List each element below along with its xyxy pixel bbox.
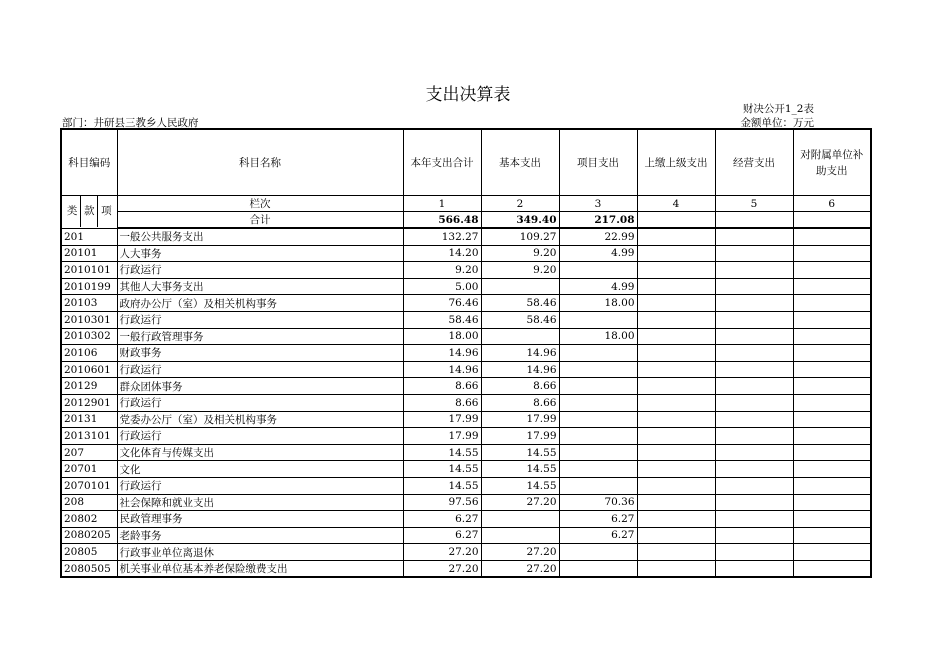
row-basic — [481, 527, 559, 544]
row-basic: 14.96 — [481, 361, 559, 378]
lanci-label: 栏次 — [117, 196, 403, 212]
row-upper — [637, 345, 715, 362]
row-upper — [637, 560, 715, 577]
row-code: 20106 — [61, 345, 117, 362]
row-total: 9.20 — [403, 262, 481, 279]
row-code: 20129 — [61, 378, 117, 395]
row-upper — [637, 228, 715, 245]
row-business — [715, 444, 793, 461]
row-subsidy — [793, 560, 871, 577]
table-row — [61, 311, 871, 328]
table-row — [61, 262, 871, 279]
row-name: 行政事业单位离退休 — [117, 544, 403, 561]
row-subsidy — [793, 378, 871, 395]
total-subsidy — [793, 212, 871, 229]
table-row — [61, 295, 871, 312]
row-upper — [637, 461, 715, 478]
row-name: 民政管理事务 — [117, 511, 403, 528]
row-total: 132.27 — [403, 228, 481, 245]
row-code: 2013101 — [61, 428, 117, 445]
table-row — [61, 428, 871, 445]
row-subsidy — [793, 228, 871, 245]
row-upper — [637, 428, 715, 445]
row-subsidy — [793, 262, 871, 279]
row-project: 6.27 — [559, 511, 637, 528]
row-project — [559, 444, 637, 461]
row-name: 行政运行 — [117, 311, 403, 328]
table-row — [61, 494, 871, 511]
row-subsidy — [793, 527, 871, 544]
row-project — [559, 311, 637, 328]
row-basic: 27.20 — [481, 560, 559, 577]
total-label: 合计 — [117, 212, 403, 229]
row-upper — [637, 394, 715, 411]
row-name: 人大事务 — [117, 245, 403, 262]
row-subsidy — [793, 444, 871, 461]
row-business — [715, 477, 793, 494]
row-total: 17.99 — [403, 428, 481, 445]
table-row — [61, 527, 871, 544]
header-project: 项目支出 — [559, 129, 637, 196]
row-basic: 14.96 — [481, 345, 559, 362]
row-basic: 14.55 — [481, 477, 559, 494]
row-upper — [637, 278, 715, 295]
row-code: 20701 — [61, 461, 117, 478]
row-code: 2010301 — [61, 311, 117, 328]
row-project: 18.00 — [559, 328, 637, 345]
row-subsidy — [793, 328, 871, 345]
row-total: 18.00 — [403, 328, 481, 345]
row-project: 6.27 — [559, 527, 637, 544]
row-basic: 14.55 — [481, 461, 559, 478]
row-name: 一般行政管理事务 — [117, 328, 403, 345]
row-project — [559, 394, 637, 411]
row-subsidy — [793, 394, 871, 411]
table-row — [61, 560, 871, 577]
row-basic: 27.20 — [481, 544, 559, 561]
row-basic: 8.66 — [481, 394, 559, 411]
row-business — [715, 544, 793, 561]
row-upper — [637, 444, 715, 461]
row-subsidy — [793, 477, 871, 494]
row-total: 17.99 — [403, 411, 481, 428]
row-basic — [481, 278, 559, 295]
row-name: 老龄事务 — [117, 527, 403, 544]
row-basic: 8.66 — [481, 378, 559, 395]
table-row — [61, 394, 871, 411]
row-total: 58.46 — [403, 311, 481, 328]
row-project: 18.00 — [559, 295, 637, 312]
lanci-col-6: 6 — [793, 196, 871, 212]
table-row — [61, 328, 871, 345]
lanci-col-1: 1 — [403, 196, 481, 212]
row-code: 207 — [61, 444, 117, 461]
row-code: 2080505 — [61, 560, 117, 577]
row-upper — [637, 378, 715, 395]
expenditure-table — [60, 128, 872, 578]
row-total: 6.27 — [403, 527, 481, 544]
row-name: 文化 — [117, 461, 403, 478]
lanci-col-4: 4 — [637, 196, 715, 212]
row-subsidy — [793, 461, 871, 478]
row-total: 14.55 — [403, 444, 481, 461]
row-name: 行政运行 — [117, 394, 403, 411]
row-total: 97.56 — [403, 494, 481, 511]
row-total: 8.66 — [403, 378, 481, 395]
row-total: 27.20 — [403, 544, 481, 561]
row-project — [559, 378, 637, 395]
row-name: 群众团体事务 — [117, 378, 403, 395]
row-upper — [637, 544, 715, 561]
row-basic: 109.27 — [481, 228, 559, 245]
row-total: 76.46 — [403, 295, 481, 312]
row-business — [715, 461, 793, 478]
page-title: 支出决算表 — [425, 85, 511, 105]
row-project — [559, 544, 637, 561]
row-name: 财政事务 — [117, 345, 403, 362]
row-subsidy — [793, 345, 871, 362]
row-code: 20802 — [61, 511, 117, 528]
row-business — [715, 311, 793, 328]
row-project — [559, 262, 637, 279]
row-project: 4.99 — [559, 245, 637, 262]
lei-label: 类 — [64, 196, 81, 227]
header-total: 本年支出合计 — [403, 129, 481, 196]
row-basic: 27.20 — [481, 494, 559, 511]
row-project — [559, 461, 637, 478]
table-row — [61, 228, 871, 245]
header-name: 科目名称 — [117, 129, 403, 196]
row-code: 20805 — [61, 544, 117, 561]
row-name: 政府办公厅（室）及相关机构事务 — [117, 295, 403, 312]
lanci-row — [61, 196, 871, 212]
row-subsidy — [793, 361, 871, 378]
row-business — [715, 228, 793, 245]
table-row — [61, 378, 871, 395]
row-code: 20103 — [61, 295, 117, 312]
row-upper — [637, 295, 715, 312]
table-row — [61, 345, 871, 362]
row-name: 行政运行 — [117, 262, 403, 279]
row-basic: 17.99 — [481, 411, 559, 428]
row-name: 党委办公厅（室）及相关机构事务 — [117, 411, 403, 428]
row-total: 14.55 — [403, 477, 481, 494]
total-project: 217.08 — [559, 212, 637, 229]
row-total: 14.96 — [403, 345, 481, 362]
row-code: 2070101 — [61, 477, 117, 494]
row-project — [559, 361, 637, 378]
row-upper — [637, 311, 715, 328]
row-upper — [637, 262, 715, 279]
header-code: 科目编码 — [61, 129, 117, 196]
department-label: 部门：井研县三教乡人民政府 — [62, 117, 199, 129]
row-name: 机关事业单位基本养老保险缴费支出 — [117, 560, 403, 577]
row-project: 22.99 — [559, 228, 637, 245]
row-business — [715, 560, 793, 577]
row-code: 20101 — [61, 245, 117, 262]
header-business: 经营支出 — [715, 129, 793, 196]
header-upper: 上缴上级支出 — [637, 129, 715, 196]
table-row — [61, 411, 871, 428]
row-business — [715, 411, 793, 428]
row-project: 4.99 — [559, 278, 637, 295]
lanci-col-2: 2 — [481, 196, 559, 212]
row-business — [715, 428, 793, 445]
kuan-label: 款 — [81, 196, 98, 227]
row-business — [715, 295, 793, 312]
total-basic: 349.40 — [481, 212, 559, 229]
row-upper — [637, 328, 715, 345]
row-business — [715, 394, 793, 411]
header-basic: 基本支出 — [481, 129, 559, 196]
row-upper — [637, 361, 715, 378]
row-code: 2010302 — [61, 328, 117, 345]
row-code: 201 — [61, 228, 117, 245]
table-row — [61, 444, 871, 461]
row-business — [715, 345, 793, 362]
row-total: 5.00 — [403, 278, 481, 295]
row-total: 8.66 — [403, 394, 481, 411]
row-name: 行政运行 — [117, 428, 403, 445]
row-name: 行政运行 — [117, 361, 403, 378]
row-basic: 9.20 — [481, 245, 559, 262]
row-total: 6.27 — [403, 511, 481, 528]
row-upper — [637, 245, 715, 262]
row-business — [715, 262, 793, 279]
row-basic: 17.99 — [481, 428, 559, 445]
row-business — [715, 494, 793, 511]
row-upper — [637, 494, 715, 511]
row-subsidy — [793, 295, 871, 312]
row-project — [559, 411, 637, 428]
table-row — [61, 461, 871, 478]
total-upper — [637, 212, 715, 229]
row-subsidy — [793, 494, 871, 511]
row-basic — [481, 328, 559, 345]
row-total: 14.55 — [403, 461, 481, 478]
row-project — [559, 345, 637, 362]
row-basic: 9.20 — [481, 262, 559, 279]
row-basic: 14.55 — [481, 444, 559, 461]
table-row — [61, 544, 871, 561]
row-subsidy — [793, 411, 871, 428]
header-subsidy: 对附属单位补助支出 — [793, 129, 871, 196]
row-upper — [637, 477, 715, 494]
row-subsidy — [793, 245, 871, 262]
row-business — [715, 245, 793, 262]
row-total: 14.20 — [403, 245, 481, 262]
row-code: 20131 — [61, 411, 117, 428]
table-row — [61, 477, 871, 494]
row-business — [715, 328, 793, 345]
code-subheader — [61, 196, 117, 229]
row-project — [559, 560, 637, 577]
table-row — [61, 245, 871, 262]
row-subsidy — [793, 511, 871, 528]
amount-unit-label: 金额单位：万元 — [740, 117, 814, 129]
row-upper — [637, 527, 715, 544]
table-row — [61, 511, 871, 528]
row-business — [715, 378, 793, 395]
row-business — [715, 361, 793, 378]
row-subsidy — [793, 428, 871, 445]
row-business — [715, 511, 793, 528]
row-basic: 58.46 — [481, 311, 559, 328]
row-upper — [637, 411, 715, 428]
total-row — [61, 212, 871, 229]
row-total: 27.20 — [403, 560, 481, 577]
form-code: 财决公开1_2表 — [742, 103, 814, 115]
table-row — [61, 278, 871, 295]
row-subsidy — [793, 544, 871, 561]
row-code: 208 — [61, 494, 117, 511]
row-code: 2080205 — [61, 527, 117, 544]
row-basic: 58.46 — [481, 295, 559, 312]
row-project: 70.36 — [559, 494, 637, 511]
row-code: 2010199 — [61, 278, 117, 295]
row-name: 社会保障和就业支出 — [117, 494, 403, 511]
row-total: 14.96 — [403, 361, 481, 378]
row-subsidy — [793, 278, 871, 295]
lanci-col-3: 3 — [559, 196, 637, 212]
total-sum: 566.48 — [403, 212, 481, 229]
row-code: 2010601 — [61, 361, 117, 378]
row-code: 2010101 — [61, 262, 117, 279]
row-upper — [637, 511, 715, 528]
lanci-col-5: 5 — [715, 196, 793, 212]
total-business — [715, 212, 793, 229]
row-business — [715, 527, 793, 544]
table-row — [61, 361, 871, 378]
header-row — [61, 129, 871, 196]
row-name: 一般公共服务支出 — [117, 228, 403, 245]
row-name: 其他人大事务支出 — [117, 278, 403, 295]
row-name: 行政运行 — [117, 477, 403, 494]
row-project — [559, 428, 637, 445]
row-subsidy — [793, 311, 871, 328]
row-code: 2012901 — [61, 394, 117, 411]
row-project — [559, 477, 637, 494]
row-basic — [481, 511, 559, 528]
row-business — [715, 278, 793, 295]
row-name: 文化体育与传媒支出 — [117, 444, 403, 461]
xiang-label: 项 — [101, 205, 112, 218]
